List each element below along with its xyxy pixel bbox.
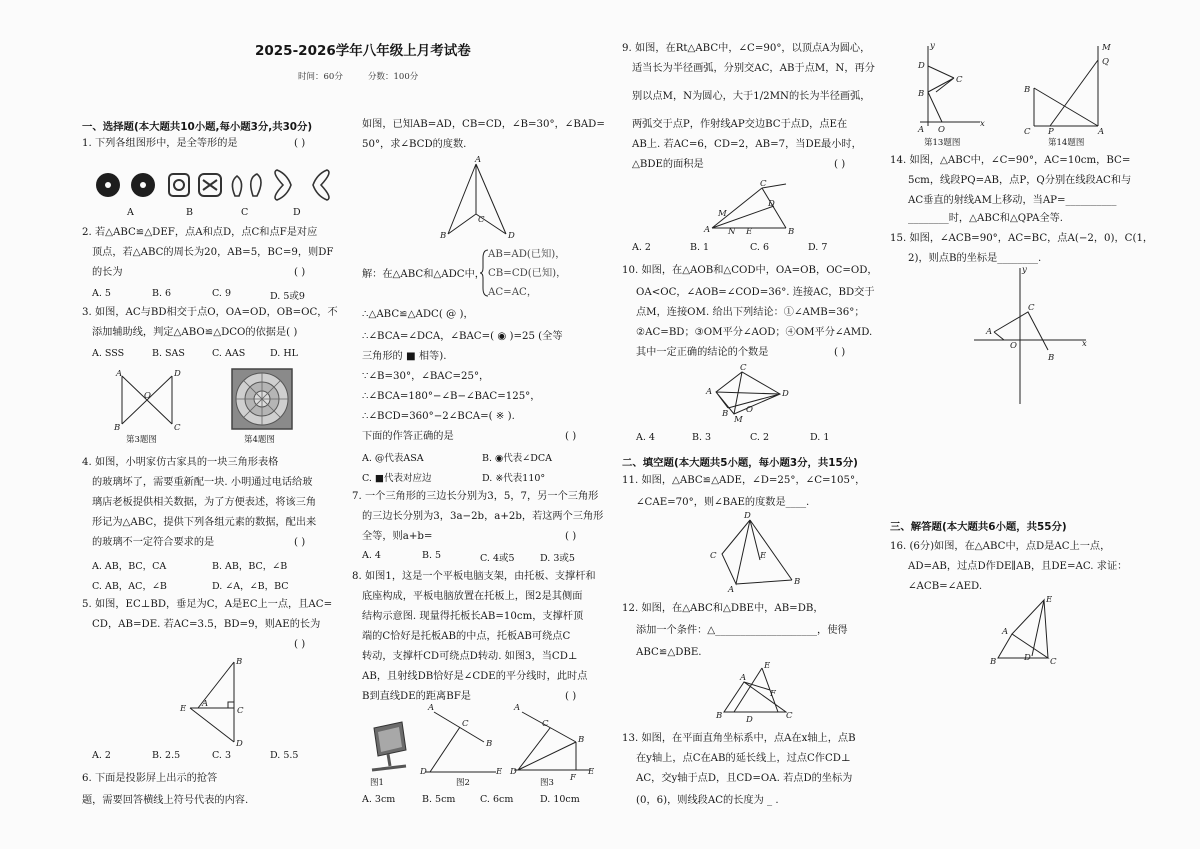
- svg-text:D: D: [768, 199, 775, 209]
- svg-text:x: x: [1082, 339, 1087, 349]
- q12-line-2: 添加一个条件：△____________________，使得: [636, 625, 848, 636]
- q4-option-c: C. AB，AC，∠B: [92, 581, 167, 592]
- q1-option-c: C: [241, 207, 249, 218]
- q8-line-1: 8. 如图1，这是一个平板电脑支架，由托板、支撑杆和: [352, 571, 596, 582]
- svg-text:D: D: [744, 511, 751, 521]
- q3-option-a: A. SSS: [92, 348, 125, 359]
- svg-text:B: B: [440, 231, 447, 241]
- svg-text:C: C: [1028, 303, 1035, 313]
- q7-option-b: B. 5: [422, 550, 442, 561]
- section-solve-heading: 三、解答题(本大题共6小题，共55分): [890, 521, 1067, 533]
- q2-option-a: A. 5: [92, 288, 111, 299]
- svg-text:A: A: [514, 703, 521, 713]
- q9-line-5: AB上. 若AC=6，CD=2，AB=7，当DE最小时，: [632, 139, 862, 150]
- q10-line-3: 点M，连接OM. 给出下列结论：①∠AMB=36°；: [636, 307, 865, 318]
- q1-stem: 1. 下列各组图形中，是全等形的是: [82, 138, 238, 149]
- q6-option-a: A. @代表ASA: [362, 453, 424, 464]
- q8-line-3: 结构示意图. 现量得托板长AB=10cm，支撑杆顶: [362, 611, 584, 622]
- q9-option-c: C. 6: [750, 242, 770, 253]
- q12-line-1: 12. 如图，在△ABC和△DBE中，AB=DB，: [622, 603, 824, 614]
- q3-figure-caption: 第3题图: [126, 435, 157, 445]
- q8-figure-1-tablet-stand: [366, 720, 410, 774]
- q6-line-2: 题，需要回答横线上符号代表的内容.: [82, 795, 249, 806]
- q10-line-1: 10. 如图，在△AOB和△COD中，OA=OB，OC=OD，: [622, 265, 878, 276]
- svg-text:C: C: [760, 179, 767, 189]
- svg-text:A: A: [728, 585, 735, 595]
- q6-problem-line-1: 如图，已知AB=AD，CB=CD，∠B=30°，∠BAD=: [362, 119, 605, 130]
- q5-option-c: C. 3: [212, 750, 232, 761]
- q8-option-b: B. 5cm: [422, 794, 456, 805]
- q9-answer-paren: ( ): [834, 159, 846, 170]
- svg-text:B: B: [1048, 353, 1055, 363]
- exam-title: 2025-2026学年八年级上月考试卷: [255, 43, 471, 59]
- q3-line-2: 添加辅助线，判定△ABO≌△DCO的依据是( ): [92, 327, 298, 338]
- q9-line-2: 适当长为半径画弧，分别交AC，AB于点M，N，再分: [632, 63, 875, 74]
- svg-text:A: A: [116, 369, 123, 379]
- svg-text:B: B: [918, 89, 925, 99]
- svg-text:D: D: [236, 739, 243, 749]
- exam-time: 时间：60分: [298, 72, 343, 82]
- q6-option-d: D. ※代表110°: [482, 473, 546, 484]
- q7-option-d: D. 3或5: [540, 553, 575, 564]
- svg-text:O: O: [938, 125, 945, 135]
- q8-line-2: 底座构成，平板电脑放置在托板上，图2是其侧面: [362, 591, 583, 602]
- q6-step-6: ∴∠BCD=360°−2∠BCA=( ※ ).: [362, 411, 515, 422]
- svg-text:B: B: [794, 577, 801, 587]
- q7-option-c: C. 4或5: [480, 553, 515, 564]
- q2-option-d: D. 5或9: [270, 291, 305, 302]
- q6-step-3: 三角形的 ■ 相等).: [362, 351, 447, 362]
- q13-line-4: (0，6)，则线段AC的长度为 _ .: [636, 795, 779, 806]
- q1-figure-e: [275, 170, 329, 200]
- q15-line-1: 15. 如图，∠ACB=90°，AC=BC，点A(−2，0)，C(1，: [890, 233, 1154, 244]
- q10-option-c: C. 2: [750, 432, 770, 443]
- svg-text:x: x: [980, 119, 985, 129]
- q2-option-c: C. 9: [212, 288, 232, 299]
- svg-text:D: D: [420, 767, 427, 777]
- svg-text:B: B: [236, 657, 243, 667]
- q10-line-5: 其中一定正确的结论的个数是: [636, 347, 769, 358]
- svg-text:B: B: [990, 657, 997, 667]
- svg-text:C: C: [956, 75, 963, 85]
- q6-solution-intro: 解：在△ABC和△ADC中，: [362, 269, 485, 280]
- section-choice-heading: 一、选择题(本大题共10小题,每小题3分,共30分): [82, 121, 313, 133]
- svg-text:N: N: [728, 227, 736, 237]
- q5-option-b: B. 2.5: [152, 750, 181, 761]
- q6-step-4: ∵∠B=30°，∠BAC=25°，: [362, 371, 490, 382]
- q11-line-2: ∠CAE=70°，则∠BAE的度数是____.: [636, 497, 810, 508]
- svg-text:E: E: [588, 767, 595, 777]
- q10-line-4: ②AC=BD；③OM平分∠AOD；④OM平分∠AMD.: [636, 327, 873, 338]
- q8-figure-1-caption: 图1: [370, 778, 384, 788]
- q16-line-1: 16. (6分)如图，在△ABC中，点D是AC上一点，: [890, 541, 1111, 552]
- q16-line-2: AD=AB，过点D作DE∥AB，且DE=AC. 求证：: [908, 561, 1128, 572]
- q14-line-4: ________时，△ABC和△QPA全等.: [908, 213, 1064, 224]
- svg-text:C: C: [740, 363, 747, 373]
- svg-text:A: A: [202, 699, 209, 709]
- svg-text:C: C: [1050, 657, 1057, 667]
- svg-text:E: E: [496, 767, 503, 777]
- svg-text:A: A: [918, 125, 925, 135]
- q6-option-c: C. ■代表对应边: [362, 473, 432, 484]
- q6-brace-line-1: AB=AD(已知)，: [488, 249, 566, 260]
- svg-text:D: D: [746, 715, 753, 725]
- svg-text:F: F: [570, 773, 576, 783]
- q4-line-2: 的玻璃坏了，需要重新配一块. 小明通过电话给玻: [92, 477, 313, 488]
- svg-text:O: O: [144, 391, 151, 401]
- q1-answer-paren: ( ): [294, 138, 306, 149]
- svg-text:y: y: [1022, 265, 1027, 275]
- q10-answer-paren: ( ): [834, 347, 846, 358]
- exam-score: 分数：100分: [368, 72, 419, 82]
- q5-line-1: 5. 如图，EC⊥BD，垂足为C，A是EC上一点，且AC=: [82, 599, 333, 610]
- q15-figure: [970, 264, 1090, 408]
- svg-text:E: E: [746, 227, 753, 237]
- q10-figure: [700, 363, 790, 425]
- svg-text:E: E: [1046, 595, 1053, 605]
- q9-option-d: D. 7: [808, 242, 828, 253]
- svg-text:E: E: [760, 551, 767, 561]
- svg-text:C: C: [237, 706, 244, 716]
- svg-text:C: C: [710, 551, 717, 561]
- q3-figure: [110, 370, 190, 432]
- q1-figures: [95, 168, 335, 208]
- q8-option-c: C. 6cm: [480, 794, 514, 805]
- svg-text:D: D: [1024, 653, 1031, 663]
- q10-option-a: A. 4: [636, 432, 655, 443]
- q6-brace-line-3: AC=AC，: [488, 287, 538, 298]
- q9-line-1: 9. 如图，在Rt△ABC中，∠C=90°，以顶点A为圆心，: [622, 43, 871, 54]
- q8-figure-3-caption: 图3: [540, 778, 554, 788]
- q7-option-a: A. 4: [362, 550, 381, 561]
- q9-option-a: A. 2: [632, 242, 651, 253]
- q6-step-7: 下面的作答正确的是: [362, 431, 454, 442]
- q3-option-b: B. SAS: [152, 348, 185, 359]
- q16-figure: [988, 594, 1058, 666]
- svg-text:B: B: [1024, 85, 1031, 95]
- svg-text:C: C: [462, 719, 469, 729]
- q4-line-3: 璃店老板提供相关数据，为了方便表述，将该三角: [92, 497, 317, 508]
- q4-figure-caption: 第4题图: [244, 435, 275, 445]
- svg-text:E: E: [764, 661, 771, 671]
- q6-step-5: ∴∠BCA=180°−∠B−∠BAC=125°，: [362, 391, 541, 402]
- q1-figure-c: [199, 174, 221, 196]
- q1-figure-d: [232, 174, 261, 196]
- svg-text:M: M: [718, 209, 727, 219]
- q2-line-3: 的长为: [92, 267, 123, 278]
- svg-text:Q: Q: [1102, 57, 1109, 67]
- q8-line-6: AB，且射线DB恰好是∠CDE的平分线时，此时点: [362, 671, 588, 682]
- section-fill-heading: 二、填空题(本大题共5小题，每小题3分，共15分): [622, 457, 858, 469]
- q14-line-1: 14. 如图，△ABC中，∠C=90°，AC=10cm，BC=: [890, 155, 1131, 166]
- q3-line-1: 3. 如图，AC与BD相交于点O，OA=OD，OB=OC，不: [82, 307, 338, 318]
- q6-step-2: ∴∠BCA=∠DCA，∠BAC=( ◉ )=25 (全等: [362, 331, 563, 342]
- q7-line-1: 7. 一个三角形的三边长分别为3，5，7，另一个三角形: [352, 491, 599, 502]
- q5-figure: [176, 656, 256, 748]
- q10-option-d: D. 1: [810, 432, 830, 443]
- q13-figure: [914, 42, 984, 134]
- svg-text:A: A: [1098, 127, 1105, 137]
- q12-line-3: ABC≌△DBE.: [636, 647, 702, 658]
- svg-text:B: B: [114, 423, 121, 433]
- svg-text:C: C: [1024, 127, 1031, 137]
- svg-text:D: D: [918, 61, 925, 71]
- svg-text:C: C: [542, 719, 549, 729]
- q9-option-b: B. 1: [690, 242, 710, 253]
- svg-text:D: D: [510, 767, 517, 777]
- q1-option-b: B: [186, 207, 193, 218]
- svg-text:A: A: [475, 155, 482, 165]
- q9-figure: [702, 176, 800, 240]
- q10-line-2: OA<OC，∠AOB=∠COD=36°. 连接AC，BD交于: [636, 287, 875, 298]
- svg-text:C: C: [174, 423, 181, 433]
- q6-problem-line-2: 50°，求∠BCD的度数.: [362, 139, 467, 150]
- svg-text:O: O: [1010, 341, 1017, 351]
- q4-answer-paren: ( ): [294, 537, 306, 548]
- svg-text:E: E: [180, 704, 187, 714]
- q4-line-1: 4. 如图，小明家仿古家具的一块三角形表格: [82, 457, 279, 468]
- svg-text:M: M: [1102, 43, 1111, 53]
- svg-text:O: O: [746, 405, 753, 415]
- q5-option-d: D. 5.5: [270, 750, 299, 761]
- svg-text:A: A: [986, 327, 993, 337]
- q13-line-1: 13. 如图，在平面直角坐标系中，点A在x轴上，点B: [622, 733, 856, 744]
- q14-line-3: AC垂直的射线AM上移动，当AP=__________: [908, 195, 1117, 206]
- q4-option-b: B. AB，BC，∠B: [212, 561, 288, 572]
- q15-line-2: 2)，则点B的坐标是________.: [908, 253, 1042, 264]
- q13-figure-caption: 第13题图: [924, 138, 961, 148]
- q7-line-2: 的三边长分别为3，3a−2b，a+2b，若这两个三角形: [362, 511, 604, 522]
- q6-brace-line-2: CB=CD(已知)，: [488, 268, 567, 279]
- q13-line-3: AC，交y轴于点D，且CD=OA. 若点D的坐标为: [636, 773, 853, 784]
- q8-answer-paren: ( ): [565, 691, 577, 702]
- q2-answer-paren: ( ): [294, 267, 306, 278]
- q8-figure-2: [420, 704, 504, 776]
- q13-line-2: 在y轴上，点C在AB的延长线上，过点C作CD⊥: [636, 753, 851, 764]
- svg-text:B: B: [486, 739, 493, 749]
- q4-line-5: 的玻璃不一定符合要求的是: [92, 537, 215, 548]
- svg-text:A: A: [704, 225, 711, 235]
- q6-answer-paren: ( ): [565, 431, 577, 442]
- q16-line-3: ∠ACB=∠AED.: [908, 581, 983, 592]
- q7-answer-paren: ( ): [565, 531, 577, 542]
- q8-line-4: 端的C恰好是托板AB的中点，托板AB可绕点C: [362, 631, 571, 642]
- q4-figure: [231, 368, 293, 430]
- q10-option-b: B. 3: [692, 432, 712, 443]
- q6-figure: [438, 155, 518, 242]
- q2-option-b: B. 6: [152, 288, 172, 299]
- q9-line-4: 两弧交于点P，作射线AP交边BC于点D，点E在: [632, 119, 848, 130]
- q1-option-a: A: [127, 207, 134, 218]
- q12-figure: [710, 662, 794, 724]
- q1-figure-b: [169, 174, 189, 196]
- q2-line-2: 顶点，若△ABC的周长为20，AB=5，BC=9，则DF: [92, 247, 334, 258]
- q8-figure-2-caption: 图2: [456, 778, 470, 788]
- svg-text:A: A: [1002, 627, 1009, 637]
- q14-figure: [1020, 42, 1120, 137]
- svg-text:M: M: [734, 415, 743, 425]
- svg-text:D: D: [782, 389, 789, 399]
- q3-option-d: D. HL: [270, 348, 298, 359]
- q11-line-1: 11. 如图，△ABC≌△ADE，∠D=25°，∠C=105°，: [622, 475, 866, 486]
- q6-step-1: ∴△ABC≌△ADC( @ )，: [362, 309, 474, 320]
- svg-text:y: y: [930, 41, 935, 51]
- q9-line-6: △BDE的面积是: [632, 159, 704, 170]
- q6-line-1: 6. 下面是投影屏上出示的抢答: [82, 773, 218, 784]
- svg-text:A: A: [706, 387, 713, 397]
- svg-text:D: D: [508, 231, 515, 241]
- svg-text:B: B: [716, 711, 723, 721]
- q8-line-5: 转动，支撑杆CD可绕点D转动. 如图3，当CD⊥: [362, 651, 578, 662]
- svg-text:B: B: [788, 227, 795, 237]
- q14-figure-caption: 第14题图: [1048, 138, 1085, 148]
- q1-option-d: D: [293, 207, 301, 218]
- q5-line-2: CD，AB=DE. 若AC=3.5，BD=9，则AE的长为: [92, 619, 321, 630]
- q5-option-a: A. 2: [92, 750, 111, 761]
- q5-answer-paren: ( ): [294, 639, 306, 650]
- q4-option-d: D. ∠A，∠B，BC: [212, 581, 289, 592]
- q7-line-3: 全等，则a+b=: [362, 531, 433, 542]
- svg-text:P: P: [1048, 127, 1054, 137]
- svg-text:D: D: [174, 369, 181, 379]
- svg-text:A: A: [428, 703, 435, 713]
- q4-option-a: A. AB，BC，CA: [92, 561, 167, 572]
- q8-option-a: A. 3cm: [362, 794, 396, 805]
- q8-option-d: D. 10cm: [540, 794, 580, 805]
- q11-figure: [706, 511, 802, 595]
- q2-line-1: 2. 若△ABC≌△DEF，点A和点D，点C和点F是对应: [82, 227, 318, 238]
- q4-line-4: 形记为△ABC，提供下列各组元素的数据，配出来: [92, 517, 317, 528]
- svg-text:C: C: [786, 711, 793, 721]
- q14-line-2: 5cm，线段PQ=AB，点P，Q分别在线段AC和与: [908, 175, 1132, 186]
- q9-line-3: 别以点M，N为圆心，大于1/2MN的长为半径画弧，: [632, 91, 871, 102]
- svg-text:B: B: [578, 735, 585, 745]
- svg-text:B: B: [722, 409, 729, 419]
- svg-text:A: A: [740, 673, 747, 683]
- svg-text:F: F: [770, 689, 776, 699]
- q6-option-b: B. ◉代表∠DCA: [482, 453, 553, 464]
- svg-text:C: C: [478, 215, 485, 225]
- q3-option-c: C. AAS: [212, 348, 246, 359]
- q8-line-7: B到直线DE的距离BF是: [362, 691, 471, 702]
